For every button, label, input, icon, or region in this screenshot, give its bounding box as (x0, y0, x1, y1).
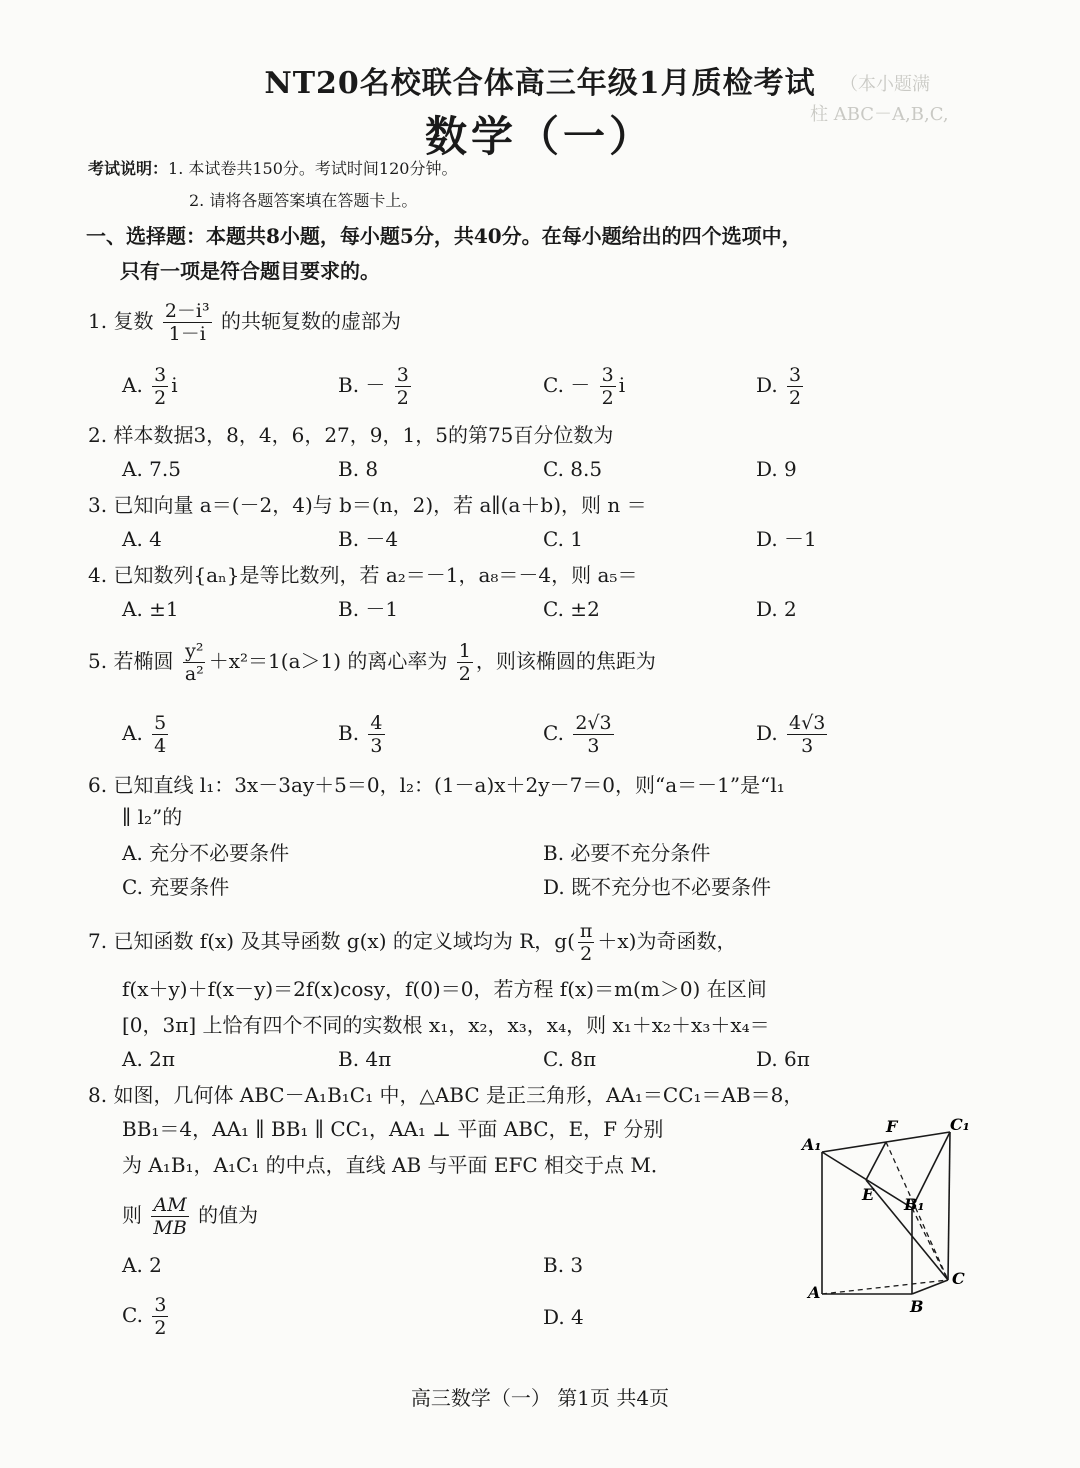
question-text: 的值为 (198, 1203, 259, 1227)
instructions-label: 考试说明： (88, 159, 169, 178)
geometry-figure (800, 1112, 980, 1322)
q8-option-d: D. 4 (543, 1305, 584, 1329)
question-8-line1: 8. 如图，几何体 ABC－A₁B₁C₁ 中，△ABC 是正三角形，AA₁＝CC₁＝AB＝8， (88, 1083, 804, 1107)
denominator: 2 (396, 387, 409, 409)
q6-option-b: B. 必要不充分条件 (543, 841, 711, 865)
denominator: MB (153, 1217, 187, 1239)
q8-option-b: B. 3 (543, 1253, 584, 1277)
q8-option-c (122, 1294, 171, 1339)
question-8-line3: 为 A₁B₁，A₁C₁ 的中点，直线 AB 与平面 EFC 相交于点 M． (122, 1153, 671, 1177)
fraction (578, 920, 595, 965)
numerator: 2√3 (575, 712, 612, 734)
question-3: 3. 已知向量 a＝(－2，4)与 b＝(n，2)，若 a∥(a＋b)，则 n ＝ (88, 493, 647, 517)
denominator: 2 (789, 387, 802, 409)
exam-title: NT20名校联合体高三年级1月质检考试 (264, 66, 816, 101)
edge-c1-c (948, 1132, 950, 1280)
label-b: B (910, 1297, 924, 1316)
question-number: 1. (88, 309, 108, 333)
denominator: 2 (154, 387, 167, 409)
fraction (600, 364, 616, 409)
q2-option-c: C. 8.5 (543, 457, 603, 481)
label-c1: C₁ (950, 1115, 970, 1134)
bleed-through-text: （本小题满 (840, 74, 930, 95)
q7-option-a: A. 2π (122, 1047, 176, 1071)
question-text: ＋x²＝1(a＞1) 的离心率为 (208, 649, 448, 673)
label-a1: A₁ (802, 1135, 822, 1154)
question-1 (88, 300, 401, 345)
question-text: ＋x)为奇函数， (597, 929, 737, 953)
question-6-line1: 6. 已知直线 l₁：3x－3ay＋5＝0，l₂：(1－a)x＋2y－7＝0，则“a＝－1”是“l₁ (88, 773, 785, 797)
q3-option-b: B. －4 (338, 527, 399, 551)
section-heading-line1: 一、选择题：本题共8小题，每小题5分，共40分。在每小题给出的四个选项中， (86, 224, 802, 248)
numerator: y² (185, 640, 204, 662)
numerator: 3 (396, 364, 409, 386)
instruction-1: 1. 本试卷共150分。考试时间120分钟。 (168, 159, 458, 178)
fraction (787, 364, 803, 409)
numerator: AM (153, 1194, 187, 1216)
q2-option-a: A. 7.5 (122, 457, 181, 481)
question-text: 若椭圆 (113, 649, 174, 673)
q2-option-d: D. 9 (756, 457, 797, 481)
option-label: B. (338, 721, 360, 745)
q3-option-a: A. 4 (122, 527, 162, 551)
label-a: A (808, 1283, 821, 1302)
question-6-line2: ∥ l₂”的 (122, 805, 183, 829)
bleed-through-text: 柱 ABC－A,B,C, (810, 104, 949, 125)
numerator: 4 (370, 712, 383, 734)
denominator: 3 (801, 735, 814, 757)
option-suffix: i (618, 373, 626, 397)
question-8-ratio (122, 1194, 258, 1239)
numerator: 3 (154, 1294, 167, 1316)
q1-option-b (338, 364, 414, 409)
question-text: 复数 (113, 309, 154, 333)
option-label: C. － (543, 373, 591, 397)
numerator: 1 (458, 640, 471, 662)
fraction (183, 640, 206, 685)
option-label: A. (122, 721, 143, 745)
q3-option-d: D. －1 (756, 527, 817, 551)
q1-option-a (122, 364, 178, 409)
option-suffix: i (171, 373, 178, 397)
label-b1: B₁ (904, 1195, 925, 1214)
question-7-line2: f(x＋y)＋f(x－y)＝2f(x)cosy，f(0)＝0，若方程 f(x)＝m(m＞0) 在区间 (122, 977, 767, 1001)
question-number: 7. (88, 929, 108, 953)
exam-subtitle: 数学（一） (424, 112, 655, 161)
option-label: C. (122, 1303, 143, 1327)
label-f: F (886, 1117, 898, 1136)
q6-option-c: C. 充要条件 (122, 875, 230, 899)
fraction (368, 712, 384, 757)
fraction (787, 712, 827, 757)
question-7-line3: [0，3π] 上恰有四个不同的实数根 x₁，x₂，x₃，x₄，则 x₁＋x₂＋x₃＋x₄＝ (122, 1013, 770, 1037)
denominator: 2 (601, 387, 614, 409)
question-8-line2: BB₁＝4，AA₁ ∥ BB₁ ∥ CC₁，AA₁ ⊥ 平面 ABC，E，F 分别 (122, 1117, 664, 1141)
numerator: 3 (789, 364, 802, 386)
fraction (163, 300, 212, 345)
fraction (152, 364, 168, 409)
question-text: ，则该椭圆的焦距为 (475, 649, 656, 673)
denominator: 2 (154, 1317, 167, 1339)
fraction (573, 712, 613, 757)
instructions (88, 156, 457, 179)
q7-option-d: D. 6π (756, 1047, 810, 1071)
option-label: A. (122, 373, 143, 397)
fraction (151, 1194, 188, 1239)
section-heading-line2: 只有一项是符合题目要求的。 (120, 259, 380, 283)
label-c: C (952, 1269, 965, 1288)
q5-option-d (756, 712, 830, 757)
denominator: 3 (587, 735, 600, 757)
q4-option-b: B. －1 (338, 597, 399, 621)
q2-option-b: B. 8 (338, 457, 379, 481)
q5-option-b (338, 712, 388, 757)
q7-option-b: B. 4π (338, 1047, 392, 1071)
question-text: 已知函数 f(x) 及其导函数 g(x) 的定义域均为 R，g( (113, 929, 575, 953)
q3-option-c: C. 1 (543, 527, 584, 551)
question-text: 则 (122, 1203, 142, 1227)
q6-option-d: D. 既不充分也不必要条件 (543, 875, 772, 899)
option-label: C. (543, 721, 564, 745)
question-7-line1 (88, 920, 736, 965)
fraction (457, 640, 473, 685)
denominator: 2 (580, 943, 593, 965)
page-footer: 高三数学（一） 第1页 共4页 (410, 1386, 670, 1410)
q7-option-c: C. 8π (543, 1047, 597, 1071)
q4-option-c: C. ±2 (543, 597, 600, 621)
numerator: 2－i³ (164, 300, 210, 322)
denominator: 1－i (168, 323, 206, 345)
q4-option-a: A. ±1 (122, 597, 179, 621)
q5-option-a (122, 712, 171, 757)
question-5 (88, 640, 656, 685)
option-label: B. － (338, 373, 386, 397)
denominator: 3 (370, 735, 383, 757)
option-label: D. (756, 721, 778, 745)
numerator: 3 (601, 364, 614, 386)
q1-option-d (756, 364, 806, 409)
numerator: π (579, 920, 593, 942)
question-number: 5. (88, 649, 108, 673)
numerator: 3 (154, 364, 167, 386)
instruction-2: 2. 请将各题答案填在答题卡上。 (189, 191, 418, 210)
option-label: D. (756, 373, 778, 397)
fraction (152, 1294, 168, 1339)
question-2: 2. 样本数据3，8，4，6，27，9，1，5的第75百分位数为 (88, 423, 614, 447)
fraction (152, 712, 168, 757)
numerator: 4√3 (789, 712, 826, 734)
denominator: 2 (458, 663, 471, 685)
label-e: E (862, 1185, 875, 1204)
q8-option-a: A. 2 (122, 1253, 162, 1277)
q1-option-c (543, 364, 625, 409)
denominator: 4 (154, 735, 167, 757)
numerator: 5 (154, 712, 167, 734)
segment-e-f (866, 1142, 886, 1180)
question-text: 的共轭复数的虚部为 (220, 309, 401, 333)
fraction (395, 364, 411, 409)
denominator: a² (184, 663, 204, 685)
q5-option-c (543, 712, 617, 757)
question-4: 4. 已知数列{aₙ}是等比数列，若 a₂＝－1，a₈＝－4，则 a₅＝ (88, 563, 638, 587)
q4-option-d: D. 2 (756, 597, 797, 621)
q6-option-a: A. 充分不必要条件 (122, 841, 290, 865)
